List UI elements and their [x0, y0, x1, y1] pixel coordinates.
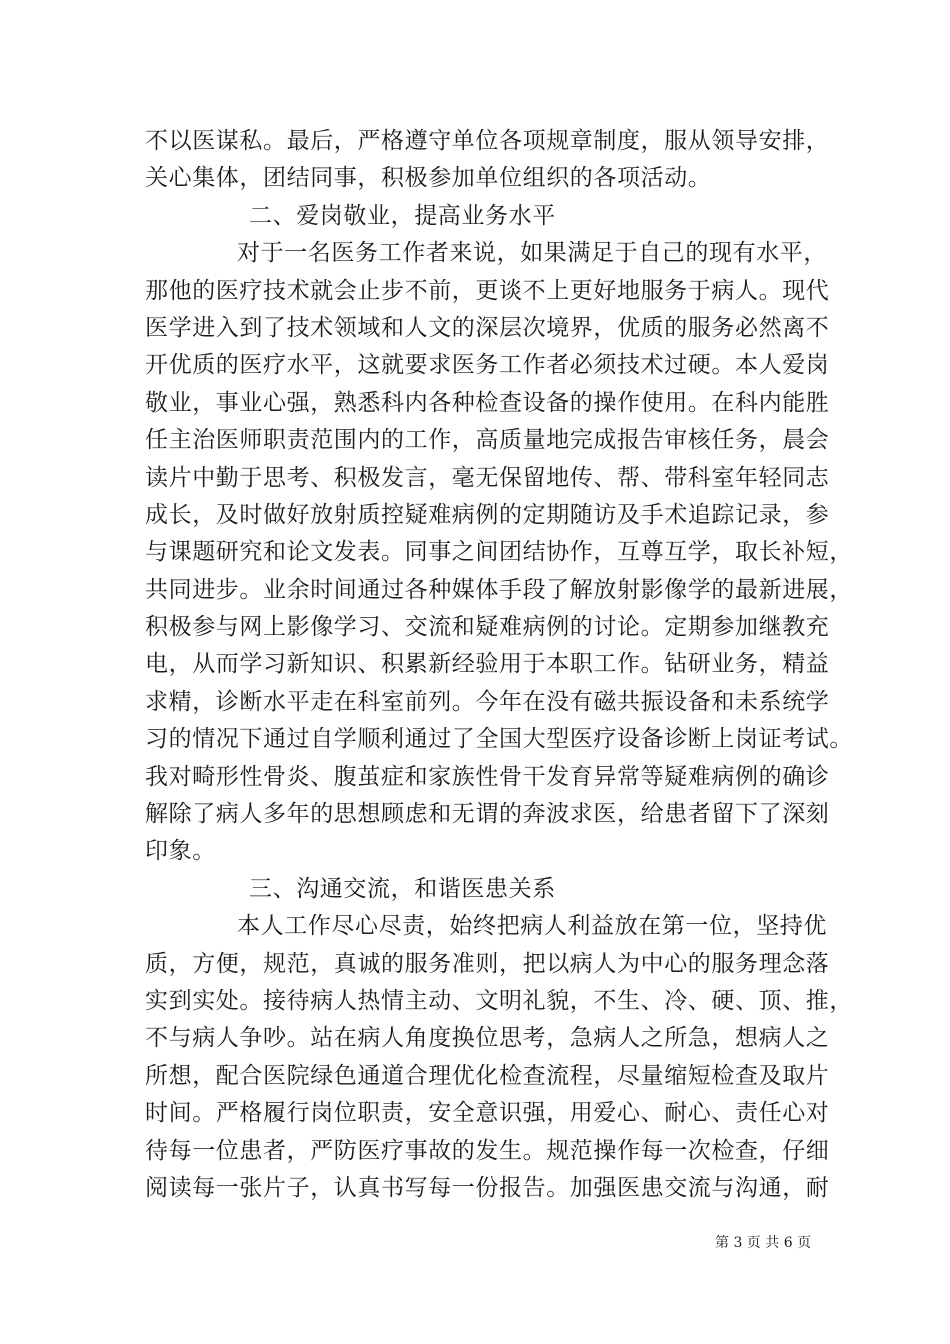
paragraph-line: 所想，配合医院绿色通道合理优化检查流程，尽量缩短检查及取片 [145, 1062, 830, 1089]
paragraph-last-line: 印象。 [145, 838, 216, 865]
paragraph-line: 与课题研究和论文发表。同事之间团结协作，互尊互学，取长补短， [145, 539, 853, 566]
body-text [145, 123, 853, 1207]
paragraph-line: 共同进步。业余时间通过各种媒体手段了解放射影像学的最新进展， [145, 576, 853, 603]
paragraph-line: 习的情况下通过自学顺利通过了全国大型医疗设备诊断上岗证考试。 [145, 726, 853, 753]
page-number-footer: 第 3 页 共 6 页 [715, 1235, 812, 1251]
paragraph-line: 时间。严格履行岗位职责，安全意识强，用爱心、耐心、责任心对 [145, 1100, 830, 1127]
paragraph-line: 求精，诊断水平走在科室前列。今年在没有磁共振设备和未系统学 [145, 688, 830, 715]
paragraph-line: 读片中勤于思考、积极发言，毫无保留地传、帮、带科室年轻同志 [145, 464, 830, 491]
paragraph-line: 质，方便，规范，真诚的服务准则，把以病人为中心的服务理念落 [145, 950, 830, 977]
paragraph-line: 待每一位患者，严防医疗事故的发生。规范操作每一次检查，仔细 [145, 1137, 830, 1164]
paragraph-line: 不以医谋私。最后，严格遵守单位各项规章制度，服从领导安排， [145, 128, 830, 154]
paragraph-line: 医学进入到了技术领域和人文的深层次境界，优质的服务必然离不 [145, 314, 830, 341]
paragraph-line: 实到实处。接待病人热情主动、文明礼貌，不生、冷、硬、顶、推， [145, 987, 853, 1014]
paragraph-last-line: 关心集体，团结同事，积极参加单位组织的各项活动。 [145, 165, 712, 192]
paragraph-line: 解除了病人多年的思想顾虑和无谓的奔波求医，给患者留下了深刻 [145, 801, 830, 828]
section-heading: 二、爱岗敬业，提高业务水平 [249, 202, 556, 229]
paragraph-line: 阅读每一张片子，认真书写每一份报告。加强医患交流与沟通，耐 [145, 1174, 830, 1201]
paragraph-line: 积极参与网上影像学习、交流和疑难病例的讨论。定期参加继教充 [145, 614, 830, 641]
paragraph-line: 不与病人争吵。站在病人角度换位思考，急病人之所急，想病人之 [145, 1025, 830, 1052]
paragraph-line: 成长，及时做好放射质控疑难病例的定期随访及手术追踪记录，参 [145, 501, 830, 528]
section-heading: 三、沟通交流，和谐医患关系 [249, 875, 556, 902]
paragraph-line: 我对畸形性骨炎、腹茧症和家族性骨干发育异常等疑难病例的确诊 [145, 763, 830, 790]
paragraph-line: 电，从而学习新知识、积累新经验用于本职工作。钻研业务，精益 [145, 651, 830, 678]
paragraph-line: 敬业，事业心强，熟悉科内各种检查设备的操作使用。在科内能胜 [145, 389, 830, 416]
paragraph-first-line: 对于一名医务工作者来说，如果满足于自己的现有水平， [237, 240, 827, 267]
paragraph-line: 那他的医疗技术就会止步不前，更谈不上更好地服务于病人。现代 [145, 277, 830, 304]
paragraph-line: 任主治医师职责范围内的工作，高质量地完成报告审核任务，晨会 [145, 427, 830, 454]
paragraph-first-line: 本人工作尽心尽责，始终把病人利益放在第一位，坚持优 [237, 913, 827, 940]
paragraph-line: 开优质的医疗水平，这就要求医务工作者必须技术过硬。本人爱岗 [145, 352, 830, 379]
